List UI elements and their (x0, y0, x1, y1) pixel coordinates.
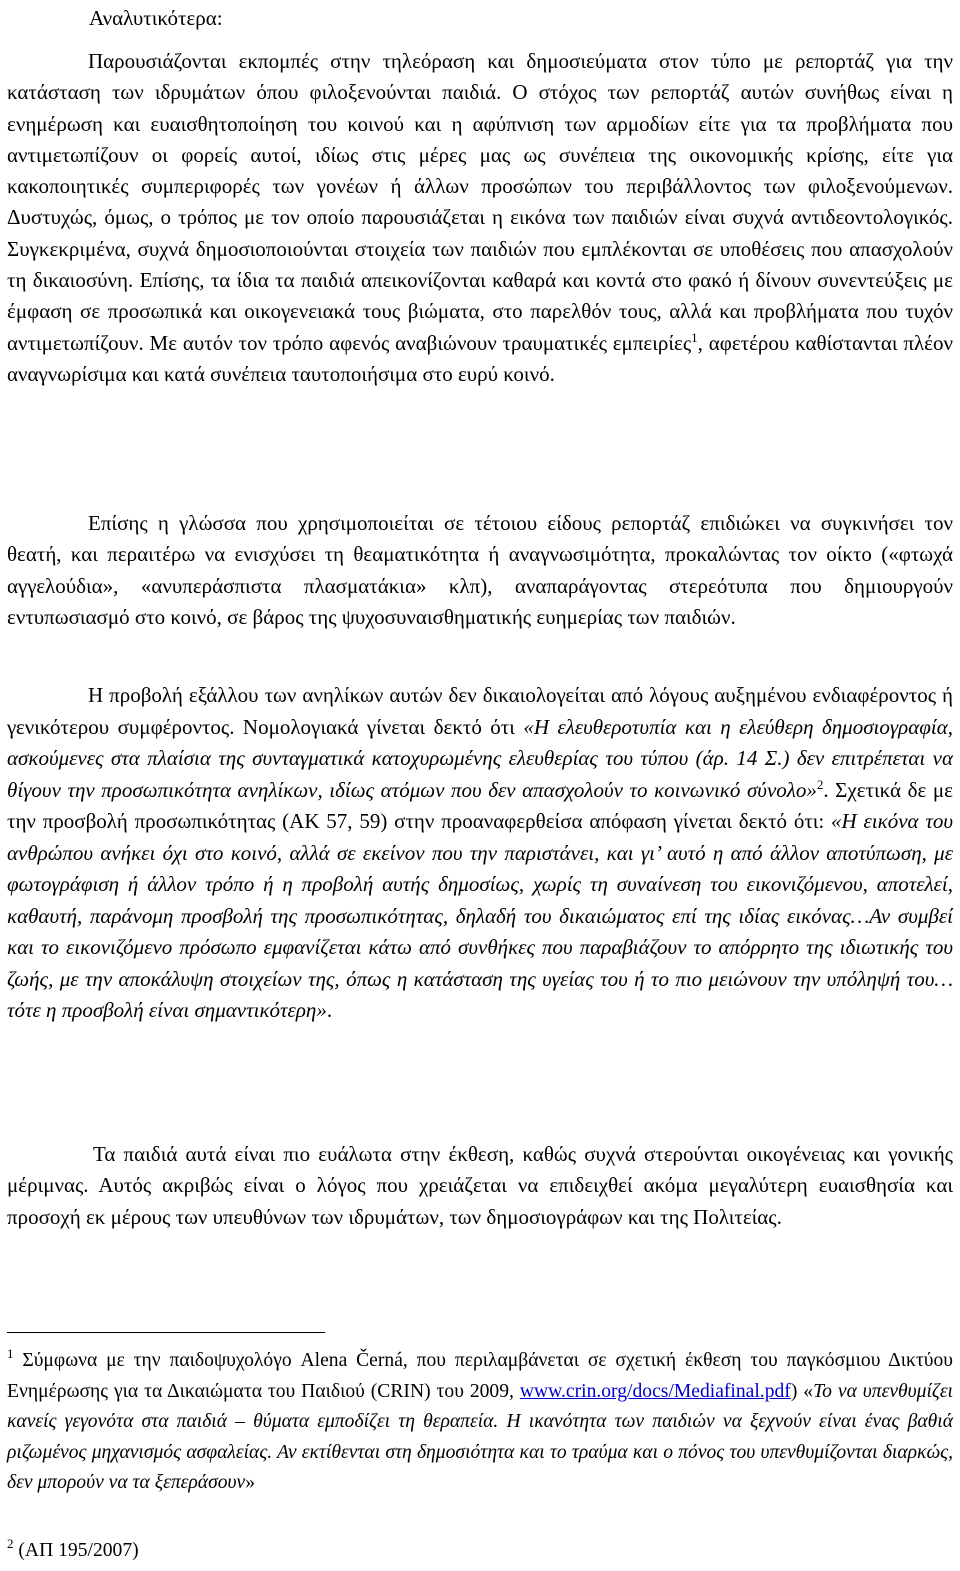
paragraph-3-text-c: . (326, 998, 333, 1023)
footnote-1-text-b: ) « (790, 1380, 814, 1402)
crin-report-link[interactable]: www.crin.org/docs/Mediafinal.pdf (519, 1380, 791, 1402)
footnote-2 (7, 1536, 953, 1567)
paragraph-1 (7, 46, 953, 390)
section-heading: Αναλυτικότερα: (89, 6, 223, 30)
paragraph-3-text-b: . Σχετικά δε με την προσβολή προσωπικότητας (ΑΚ 57, 59) στην προαναφερθείσα απόφαση γίνεται δεκτό ότι: (7, 777, 953, 834)
footnote-1 (7, 1346, 953, 1499)
court-quote-1: «Η ελευθεροτυπία και η ελεύθερη δημοσιογραφία, ασκούμενες στα πλαίσια της συνταγματικά κατοχυρωμένης ελευθερίας του τύπου (άρ. 14 Σ.) δεν επιτρέπεται να θίγουν την προσωπικότητα ανηλίκων, ιδίως ατόμων που δεν απασχολούν το κοινωνικό σύνολο» (7, 714, 953, 802)
paragraph-3-text-a: Η προβολή εξάλλου των ανηλίκων αυτών δεν δικαιολογείται από λόγους αυξημένου ενδιαφέροντος ή γενικότερου συμφέροντος. Νομολογιακά γίνεται δεκτό ότι (7, 683, 953, 739)
footnote-2-number: 2 (7, 1536, 14, 1551)
footnote-1-number: 1 (7, 1346, 14, 1361)
paragraph-1-text-a: Παρουσιάζονται εκπομπές στην τηλεόραση και δημοσιεύματα στον τύπο με ρεπορτάζ για την κατάσταση των ιδρυμάτων όπου φιλοξενούνται παιδιά. Ο στόχος των ρεπορτάζ αυτών συνήθως είναι η ενημέρωση και ευαισθητοποίηση του κοινού και η αφύπνιση των αρμοδίων είτε για τα προβλήματα που αντιμετωπίζουν οι φορείς αυτοί, ιδίως στις μέρες μας ως συνέπεια της οικονομικής κρίσης, είτε για κακοποιητικές συμπεριφορές των γονέων ή άλλων προσώπων του περιβάλλοντος των φιλοξενούμενων. Δυστυχώς, όμως, ο τρόπος με τον οποίο παρουσιάζεται η εικόνα των παιδιών είναι συχνά αντιδεοντολογικός. Συγκεκριμένα, συχνά δημοσιοποιούνται στοιχεία των παιδιών που εμπλέκονται σε υποθέσεις που απασχολούν τη δικαιοσύνη. Επίσης, τα ίδια τα παιδιά απεικονίζονται καθαρά και κοντά στο φακό ή δίνουν συνεντεύξεις με έμφαση σε προσωπικά και οικογενειακά τους βιώματα, στο παρελθόν τους, αλλά και προβλήματα που τυχόν αντιμετωπίζουν. Με αυτόν τον τρόπο αφενός αναβιώνουν τραυματικές εμπειρίες (7, 49, 953, 355)
court-quote-2: «Η εικόνα του ανθρώπου ανήκει όχι στο κοινό, αλλά σε εκείνον που την παριστάνει, και γι’ αυτό η από άλλον αποτύπωση, με φωτογράφιση ή άλλον τρόπο ή η προβολή αυτής δημοσίως, χωρίς τη συναίνεση του εικονιζόμενου, αποτελεί, καθαυτή, παράνομη προσβολή της προσωπικότητας, δηλαδή του δικαιώματος επί της ιδίας εικόνας…Αν συμβεί και το εικονιζόμενο πρόσωπο εμφανίζεται κάτω από συνθήκες που παραβιάζουν το απόρρητο της ιδιωτικής του ζωής, με την αποκάλυψη στοιχείων της, όπως η κατάσταση της υγείας του ή το πιο μειώνουν την υπόληψή του…τότε η προσβολή είναι σημαντικότερη» (7, 809, 954, 1023)
paragraph-1-text-b: , αφετέρου καθίστανται πλέον αναγνωρίσιμα και κατά συνέπεια ταυτοποιήσιμα στο ευρύ κοινό. (7, 330, 953, 386)
footnote-2-text: (ΑΠ 195/2007) (13, 1540, 139, 1561)
paragraph-3 (7, 680, 953, 1027)
footnote-1-quote: Το να υπενθυμίζει κανείς γεγονότα στα παιδιά – θύματα εμποδίζει τη θεραπεία. Η ικανότητα των παιδιών να ξεχνούν είναι ένας βαθιά ριζωμένος μηχανισμός ασφαλείας. Αν εκτίθενται στη δημοσιότητα και το τραύμα και ο πόνος του υπενθυμίζονται διαρκώς, δεν μπορούν να τα ξεπεράσουν (7, 1380, 954, 1493)
paragraph-2: Επίσης η γλώσσα που χρησιμοποιείται σε τέτοιου είδους ρεπορτάζ επιδιώκει να συγκινήσει τον θεατή, και περαιτέρω να ενισχύσει τη θεαματικότητα ή αναγνωσιμότητα, προκαλώντας τον οίκτο («φτωχά αγγελούδια», «ανυπεράσπιστα πλασματάκια» κλπ), αναπαράγοντας στερεότυπα που δημιουργούν εντυπωσιασμό στο κοινό, σε βάρος της ψυχοσυναισθηματικής ευημερίας των παιδιών. (7, 511, 953, 630)
footnote-1-text-c: » (245, 1472, 256, 1493)
footnote-1-text-a: Σύμφωνα με την παιδοψυχολόγο Alena Černá, που περιλαμβάνεται σε σχετική έκθεση του παγκόσμιου Δικτύου Ενημέρωσης για τα Δικαιώματα του Παιδιού (CRIN) του 2009, (7, 1350, 953, 1402)
footnote-divider (7, 1332, 325, 1333)
paragraph-4: Τα παιδιά αυτά είναι πιο ευάλωτα στην έκθεση, καθώς συχνά στερούνται οικογένειας και γονικής μέριμνας. Αυτός ακριβώς είναι ο λόγος που χρειάζεται να επιδειχθεί ακόμα μεγαλύτερη ευαισθησία και προσοχή εκ μέρους των υπευθύνων των ιδρυμάτων, των δημοσιογράφων και της Πολιτείας. (7, 1142, 953, 1229)
footnote-ref-2[interactable]: 2 (816, 776, 824, 792)
footnote-ref-1[interactable]: 1 (691, 329, 698, 345)
